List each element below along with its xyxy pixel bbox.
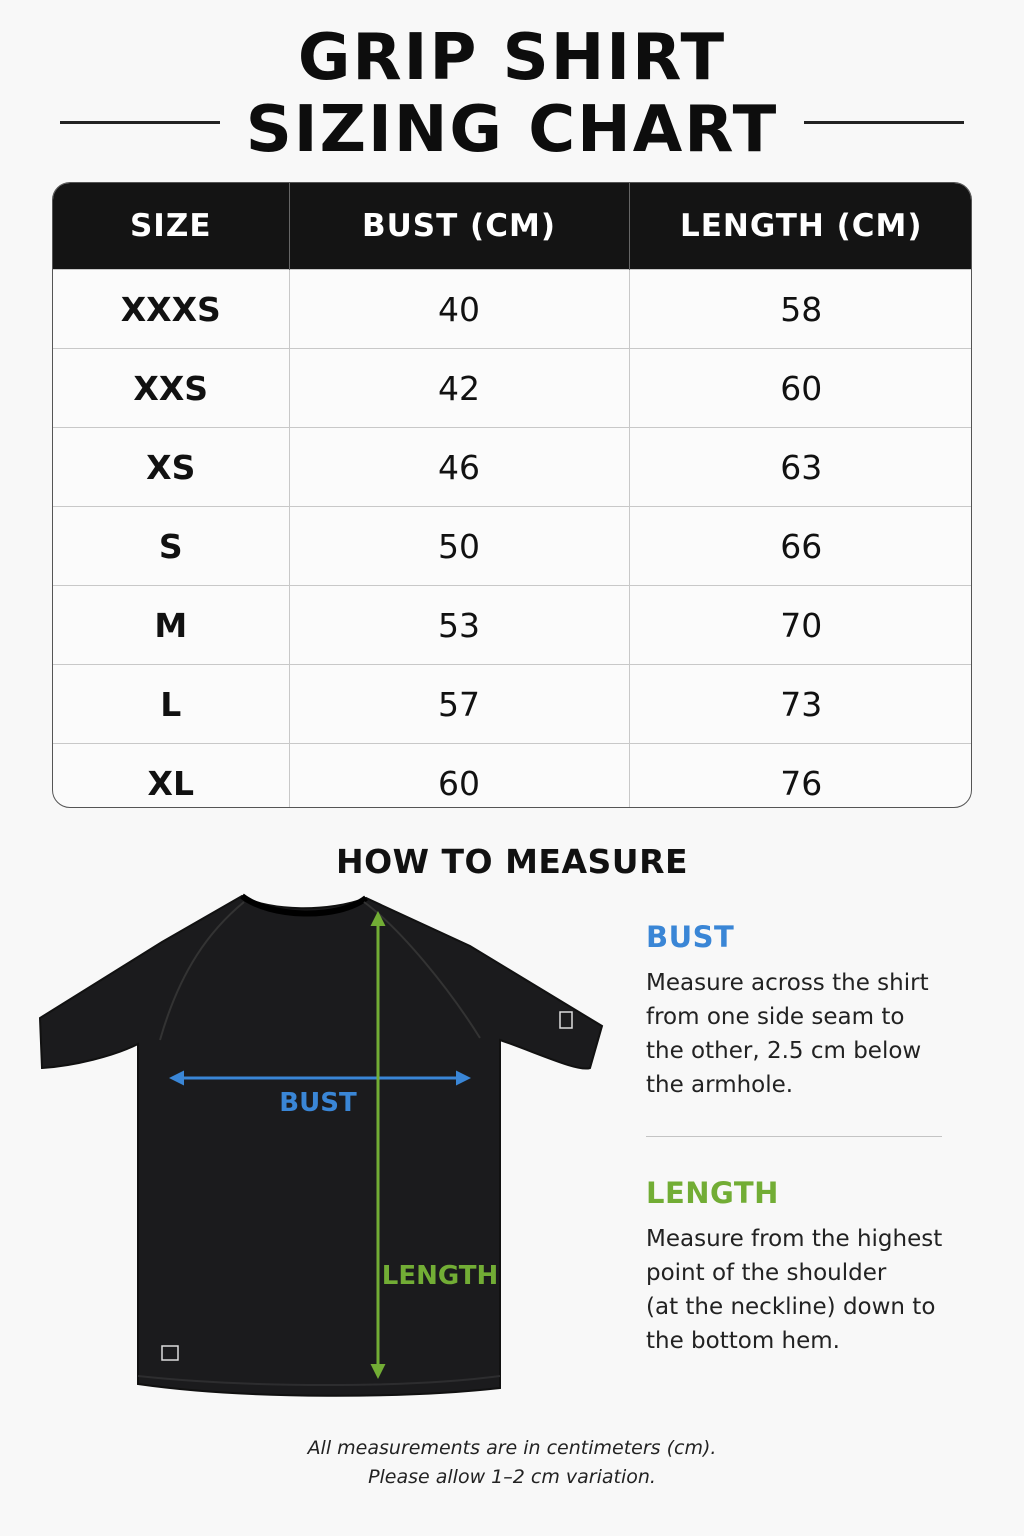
bust-diagram-label: BUST: [279, 1088, 357, 1118]
size-cell: S: [53, 507, 289, 586]
length-cell: 70: [629, 586, 972, 665]
table-row: [53, 744, 972, 809]
length-cell: 60: [629, 349, 972, 428]
length-heading: LENGTH: [646, 1176, 779, 1210]
bust-line: from one side seam to: [646, 1004, 905, 1030]
title-rule-left: [60, 121, 220, 124]
title-rule-right: [804, 121, 964, 124]
length-description: [646, 1222, 966, 1358]
table-row: [53, 586, 972, 665]
table-row: [53, 270, 972, 349]
bust-line: the armhole.: [646, 1072, 794, 1098]
size-cell: XL: [53, 744, 289, 809]
table-row: [53, 428, 972, 507]
table-row: [53, 349, 972, 428]
footnote-line-1: All measurements are in centimeters (cm).: [307, 1437, 717, 1459]
bust-cell: 57: [289, 665, 629, 744]
sleeve-logo-icon: [560, 1012, 572, 1028]
size-cell: M: [53, 586, 289, 665]
bust-cell: 40: [289, 270, 629, 349]
length-cell: 66: [629, 507, 972, 586]
length-instructions: [646, 1176, 966, 1358]
bust-cell: 42: [289, 349, 629, 428]
footnote: [0, 1434, 1024, 1492]
shirt-diagram: [30, 890, 620, 1410]
length-line: the bottom hem.: [646, 1328, 840, 1354]
bust-instructions: [646, 920, 966, 1102]
footnote-line-2: Please allow 1–2 cm variation.: [368, 1466, 656, 1488]
length-cell: 58: [629, 270, 972, 349]
tshirt-icon: [40, 896, 602, 1396]
size-cell: XXXS: [53, 270, 289, 349]
size-cell: XS: [53, 428, 289, 507]
bust-description: [646, 966, 966, 1102]
size-cell: XXS: [53, 349, 289, 428]
bust-cell: 50: [289, 507, 629, 586]
length-line: Measure from the highest: [646, 1226, 943, 1252]
title-line-1: GRIP SHIRT: [297, 21, 727, 95]
hem-logo-icon: [162, 1346, 178, 1360]
length-cell: 63: [629, 428, 972, 507]
length-diagram-label: LENGTH: [381, 1261, 499, 1291]
sizing-table: [52, 182, 972, 808]
length-line: point of the shoulder: [646, 1260, 887, 1286]
table-row: [53, 665, 972, 744]
title-line-2: SIZING CHART: [245, 93, 779, 167]
length-cell: 73: [629, 665, 972, 744]
bust-cell: 60: [289, 744, 629, 809]
bust-cell: 53: [289, 586, 629, 665]
bust-heading: BUST: [646, 920, 735, 954]
table-header-row: [53, 183, 972, 270]
how-to-measure-title: HOW TO MEASURE: [335, 842, 689, 881]
bust-line: Measure across the shirt: [646, 970, 929, 996]
page-title: [0, 22, 1024, 166]
table-row: [53, 507, 972, 586]
bust-cell: 46: [289, 428, 629, 507]
length-line: (at the neckline) down to: [646, 1294, 936, 1320]
length-cell: 76: [629, 744, 972, 809]
section-divider: [646, 1136, 942, 1137]
header-bust: BUST (CM): [289, 183, 629, 270]
bust-line: the other, 2.5 cm below: [646, 1038, 922, 1064]
size-cell: L: [53, 665, 289, 744]
header-size: SIZE: [53, 183, 289, 270]
header-length: LENGTH (CM): [629, 183, 972, 270]
